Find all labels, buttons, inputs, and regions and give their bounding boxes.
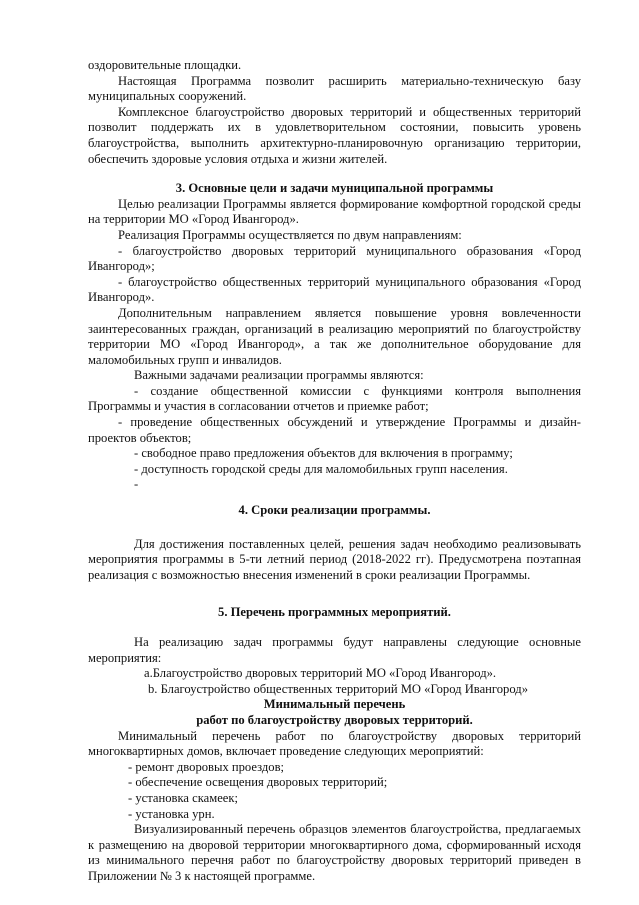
minimal-work-item-4: - установка урн. bbox=[128, 806, 215, 821]
intro-line: оздоровительные площадки. bbox=[88, 58, 242, 72]
section-4-heading: 4. Сроки реализации программы. bbox=[238, 503, 431, 518]
section-3-direction-2: - благоустройство общественных территорий муниципального образования «Город Ивангород». bbox=[88, 274, 581, 305]
minimal-work-item-1: - ремонт дворовых проездов; bbox=[128, 759, 285, 774]
task-item-1: - создание общественной комиссии с функциями контроля выполнения Программы и участия в согласовании отчетов и приемке работ; bbox=[88, 383, 581, 414]
task-item-2: - проведение общественных обсуждений и утверждение Программы и дизайн-проектов объектов; bbox=[88, 415, 581, 445]
minimal-work-item-3: - установка скамеек; bbox=[128, 790, 238, 805]
minimal-list-title-2: работ по благоустройству дворовых территорий. bbox=[196, 712, 473, 727]
task-item-4: - доступность городской среды для маломобильных групп населения. bbox=[134, 461, 508, 476]
section-5-heading: 5. Перечень программных мероприятий. bbox=[218, 605, 451, 620]
task-item-3: - свободное право предложения объектов для включения в программу; bbox=[134, 446, 513, 461]
intro-paragraph-1: Настоящая Программа позволит расширить материально-техническую базу муниципальных сооружений. bbox=[88, 73, 581, 104]
section-3-heading: 3. Основные цели и задачи муниципальной программы bbox=[175, 181, 494, 196]
measure-item-a: a.Благоустройство дворовых территорий МО «Город Ивангород». bbox=[144, 666, 497, 681]
section-3-paragraph-4: Важными задачами реализации программы являются: bbox=[134, 368, 424, 383]
measure-item-b: b. Благоустройство общественных территорий МО «Город Ивангород» bbox=[148, 681, 528, 696]
minimal-list-title-1: Минимальный перечень bbox=[263, 697, 406, 712]
section-4-paragraph-1: Для достижения поставленных целей, решения задач необходимо реализовывать мероприятия программы в 5-ти летний период (2018-2022 гг). Предусмотрена поэтапная реализация с возможностью внесения изменений в сроки реализации Программы. bbox=[88, 536, 581, 582]
task-list bbox=[88, 446, 581, 493]
section-3-paragraph-3: Дополнительным направлением является повышение уровня вовлеченности заинтересованных граждан, организаций в реализацию мероприятий по благоустройству территории МО «Город Ивангород», а так же дополнительное оборудование для маломобильных групп и инвалидов. bbox=[88, 305, 581, 367]
section-5-paragraph-1: На реализацию задач программы будут направлены следующие основные мероприятия: bbox=[88, 635, 581, 665]
task-item-5: - bbox=[134, 477, 139, 492]
section-3-paragraph-2: Реализация Программы осуществляется по двум направлениям: bbox=[118, 227, 462, 242]
minimal-work-item-2: - обеспечение освещения дворовых территорий; bbox=[128, 775, 388, 790]
section-5-paragraph-3: Визуализированный перечень образцов элементов благоустройства, предлагаемых к размещению на дворовой территории многоквартирного дома, сформированный исходя из минимального перечня работ по благоустройству дворовых территорий приведен в Приложении № 3 к настоящей программе. bbox=[88, 822, 581, 883]
section-3-paragraph-1: Целью реализации Программы является формирование комфортной городской среды на территории МО «Город Ивангород». bbox=[88, 196, 581, 227]
section-3-direction-1: - благоустройство дворовых территорий муниципального образования «Город Ивангород»; bbox=[88, 243, 581, 274]
section-5-paragraph-2: Минимальный перечень работ по благоустройству дворовых территорий многоквартирных домов, включает проведение следующих мероприятий: bbox=[88, 728, 581, 759]
intro-paragraph-2: Комплексное благоустройство дворовых территорий и общественных территорий позволит поддержать их в удовлетворительном состоянии, повысить уровень благоустройства, выполнить архитектурно-планировочную организацию территории, обеспечить здоровые условия отдыха и жизни жителей. bbox=[88, 104, 581, 166]
minimal-work-list bbox=[88, 760, 581, 822]
